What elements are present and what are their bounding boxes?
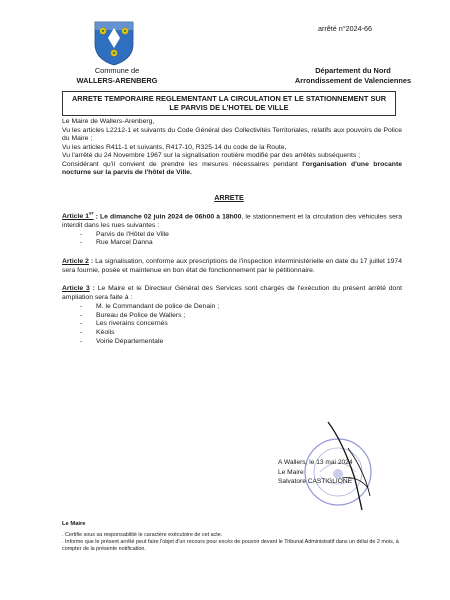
handwritten-signature: [318, 418, 378, 513]
arrete-number: arrêté n°2024-66: [318, 24, 373, 33]
recipient-item: - Les riverains concernés: [80, 320, 402, 329]
street-item: - Rue Marcel Danna: [80, 239, 402, 248]
preamble-line: Le Maire de Wallers-Arenberg,: [62, 118, 155, 125]
document-title: ARRETE TEMPORAIRE REGLEMENTANT LA CIRCULATION ET LE STATIONNEMENT SUR LE PARVIS DE L'HOTEL DE VILLE: [62, 91, 396, 116]
commune-block: [62, 66, 172, 85]
recipient-item: - M. le Commandant de police de Denain ;: [80, 303, 402, 312]
street-item: - Parvis de l'Hôtel de Ville: [80, 231, 402, 240]
articles: [62, 211, 402, 346]
recipient-list: [62, 303, 402, 347]
recipient-item: - Bureau de Police de Wallers ;: [80, 312, 402, 321]
arrondissement-name: Arrondissement de Valenciennes: [294, 75, 412, 85]
footer-line: . Informe que le présent arrêté peut faire l'objet d'un recours pour excès de pouvoir devant le Tribunal Administratif dans un délai de 2 mois, à compter de la présente notification.: [62, 539, 399, 552]
department-block: [268, 66, 438, 85]
preamble: [62, 118, 402, 178]
street-list: [62, 231, 402, 248]
considerant-bold: l'organisation d'une brocante nocturne sur la parvis de l'hôtel de Ville.: [62, 160, 403, 176]
considerant-line: [62, 161, 402, 178]
article-1-date: Le dimanche 02 juin 2024 de 06h00 à 18h00: [100, 213, 242, 221]
commune-prefix: Commune de: [94, 66, 140, 75]
signature-role: Le Maire: [278, 468, 304, 476]
article-2-label: Article 2: [62, 258, 89, 266]
commune-name: WALLERS-ARENBERG: [76, 75, 158, 85]
considerant-text: Considérant qu'il convient de prendre les mesures nécessaires pendant: [62, 160, 303, 168]
article-1: Article 1er : Le dimanche 02 juin 2024 de 06h00 à 18h00, le stationnement et la circulation des véhicules sera interdit dans les rues suivantes :: [62, 212, 402, 229]
signature-name: Salvatore CASTIGLIONE: [278, 478, 353, 485]
footer-heading: Le Maire: [62, 521, 86, 527]
arrete-heading: ARRETE: [214, 193, 244, 202]
article-3: Article 3 : Le Maire et le Directeur Général des Services sont chargés de l'exécution du présent arrêté dont ampliation sera faite à :: [62, 285, 403, 302]
article-1-label: Article 1er: [62, 212, 94, 221]
article-3-text: Le Maire et le Directeur Général des Services sont chargés de l'exécution du présent arrêté dont ampliation sera faite à :: [62, 285, 403, 302]
footer-line: . Certifie sous sa responsabilité le caractère exécutoire de cet acte.: [62, 532, 223, 538]
footer: [62, 521, 412, 553]
recipient-item: - Kéolis: [80, 329, 402, 338]
preamble-line: Vu l'arrêté du 24 Novembre 1967 sur la signalisation routière modifié par des arrêtés subséquents ;: [62, 152, 361, 159]
article-1-text: , le stationnement et la circulation des véhicules sera interdit dans les rues suivantes :: [62, 213, 402, 229]
preamble-line: Vu les articles L2212-1 et suivants du Code Général des Collectivités Territoriales, relatifs aux pouvoirs de Police du Maire ;: [62, 126, 402, 142]
article-2: Article 2 : La signalisation, conforme aux prescriptions de l'inspection interministérielle en date du 17 juillet 1974 sera fournie, posée et maintenue en bon état de fonctionnement par le pétitionnaire.: [62, 258, 402, 274]
article-2-text: La signalisation, conforme aux prescriptions de l'inspection interministérielle en date du 17 juillet 1974 sera fournie, posée et maintenue en bon état de fonctionnement par le pétitionnaire.: [62, 258, 402, 274]
coat-of-arms-logo: [92, 20, 136, 66]
recipient-item: - Voirie Départementale: [80, 338, 402, 347]
article-3-label: Article 3: [62, 285, 90, 293]
signature-place-date: A Wallers, le 13 mai 2024: [278, 459, 353, 466]
department-name: Département du Nord: [315, 66, 391, 75]
preamble-line: Vu les articles R411-1 et suivants, R417-10, R325-14 du code de la Route,: [62, 143, 287, 151]
